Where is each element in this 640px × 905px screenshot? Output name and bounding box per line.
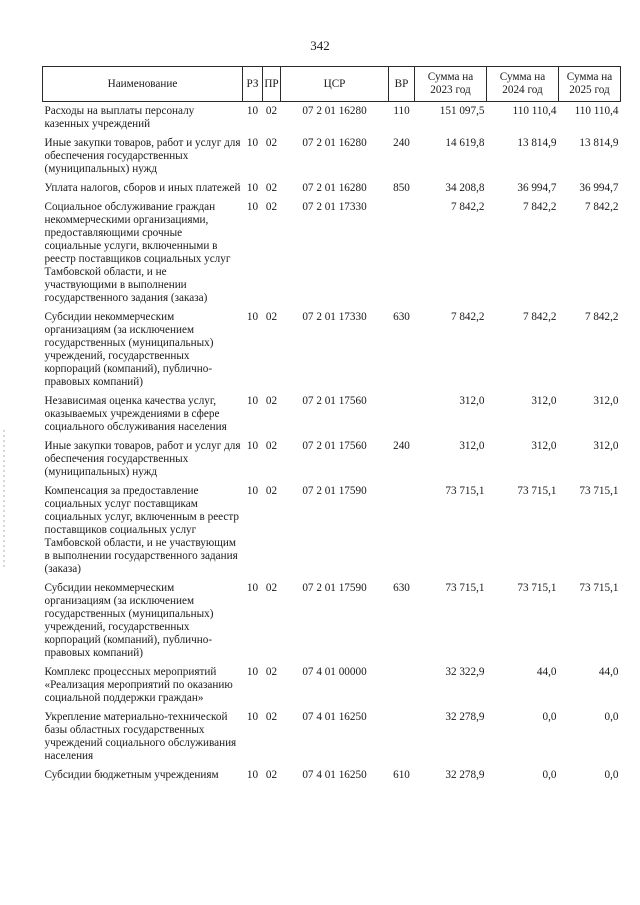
table-row	[43, 579, 621, 663]
cell-name: Независимая оценка качества услуг, оказываемых учреждениями в сфере социального обслуживания населения	[44, 395, 227, 433]
cell-vr	[389, 708, 415, 766]
cell-sum-2025: 7 842,2	[584, 311, 619, 323]
cell-sum-2025: 73 715,1	[579, 485, 619, 497]
header-sum-2024: Сумма на 2024 год	[487, 67, 559, 102]
cell-sum-2023: 7 842,2	[450, 311, 485, 323]
cell-name: Иные закупки товаров, работ и услуг для обеспечения государственных (муниципальных) нужд	[44, 440, 241, 478]
page-number: 342	[310, 38, 330, 53]
cell-rz: 10	[246, 666, 259, 678]
cell-name: Иные закупки товаров, работ и услуг для обеспечения государственных (муниципальных) нужд	[44, 137, 241, 175]
cell-sum-2024: 0,0	[542, 769, 557, 781]
cell-sum-2024: 7 842,2	[522, 201, 557, 213]
cell-sum-2023: 151 097,5	[439, 105, 485, 117]
header-name: Наименование	[43, 67, 243, 102]
cell-sum-2024: 110 110,4	[512, 105, 557, 117]
cell-vr: 850	[393, 182, 410, 194]
cell-csr: 07 2 01 17560	[302, 440, 367, 452]
cell-sum-2024: 73 715,1	[517, 582, 557, 594]
header-pr: ПР	[263, 67, 281, 102]
cell-csr: 07 2 01 17560	[302, 395, 367, 407]
cell-csr: 07 2 01 17590	[302, 485, 367, 497]
cell-rz: 10	[246, 711, 259, 723]
cell-rz: 10	[246, 582, 259, 594]
table-body	[43, 102, 621, 786]
cell-csr: 07 2 01 16280	[302, 182, 367, 194]
cell-rz: 10	[246, 440, 259, 452]
cell-csr: 07 2 01 16280	[302, 105, 367, 117]
cell-pr: 02	[265, 485, 278, 497]
cell-pr: 02	[265, 769, 278, 781]
cell-rz: 10	[246, 105, 259, 117]
header-csr: ЦСР	[281, 67, 389, 102]
cell-rz: 10	[246, 201, 259, 213]
cell-rz: 10	[246, 137, 259, 149]
table-header	[43, 67, 621, 102]
cell-csr: 07 2 01 17330	[302, 201, 367, 213]
budget-table	[42, 66, 621, 785]
cell-sum-2023: 7 842,2	[450, 201, 485, 213]
cell-sum-2023: 312,0	[459, 440, 485, 452]
table-row	[43, 198, 621, 308]
cell-name: Расходы на выплаты персоналу казенных учреждений	[44, 105, 195, 130]
cell-name: Комплекс процессных мероприятий «Реализация мероприятий по оказанию социальной поддержки граждан»	[44, 666, 233, 704]
cell-name: Социальное обслуживание граждан некоммерческими организациями, предоставляющими срочные социальные услуги, включенными в реестр поставщиков социальных услуг Тамбовской области, и не участвующими в выполнении государственного задания (заказа)	[44, 201, 231, 304]
header-sum-2023: Сумма на 2023 год	[415, 67, 487, 102]
cell-pr: 02	[265, 201, 278, 213]
cell-sum-2025: 0,0	[604, 769, 619, 781]
cell-sum-2024: 312,0	[531, 395, 557, 407]
table-row	[43, 392, 621, 437]
cell-name: Субсидии некоммерческим организациям (за исключением государственных (муниципальных) учреждений, государственных корпораций (компаний), публично-правовых компаний)	[44, 582, 214, 659]
cell-pr: 02	[265, 666, 278, 678]
cell-sum-2025: 110 110,4	[574, 105, 619, 117]
cell-sum-2024: 73 715,1	[517, 485, 557, 497]
cell-csr: 07 2 01 17330	[302, 311, 367, 323]
cell-name: Компенсация за предоставление социальных услуг поставщикам социальных услуг, включенным в реестр поставщиков социальных услуг Тамбовской области, и не участвующим в выполнении государственного задания (заказа)	[44, 485, 239, 575]
cell-vr: 110	[393, 105, 410, 117]
cell-pr: 02	[265, 311, 278, 323]
cell-sum-2023: 312,0	[459, 395, 485, 407]
cell-csr: 07 2 01 16280	[302, 137, 367, 149]
cell-pr: 02	[265, 105, 278, 117]
cell-vr: 610	[393, 769, 410, 781]
cell-vr	[389, 482, 415, 579]
cell-vr: 240	[393, 137, 410, 149]
cell-name: Укрепление материально-технической базы областных государственных учреждений социального обслуживания населения	[44, 711, 237, 762]
cell-name: Субсидии бюджетным учреждениям	[44, 769, 219, 781]
cell-vr: 630	[393, 582, 410, 594]
cell-sum-2025: 312,0	[593, 395, 619, 407]
table-row	[43, 102, 621, 135]
cell-csr: 07 4 01 16250	[302, 769, 367, 781]
cell-name: Субсидии некоммерческим организациям (за исключением государственных (муниципальных) учреждений, государственных корпораций (компаний), публично-правовых компаний)	[44, 311, 214, 388]
cell-pr: 02	[265, 440, 278, 452]
table-row	[43, 134, 621, 179]
table-row	[43, 179, 621, 198]
cell-sum-2025: 73 715,1	[579, 582, 619, 594]
cell-sum-2024: 36 994,7	[517, 182, 557, 194]
cell-sum-2025: 13 814,9	[579, 137, 619, 149]
cell-sum-2023: 32 322,9	[445, 666, 485, 678]
cell-sum-2024: 44,0	[536, 666, 557, 678]
cell-csr: 07 2 01 17590	[302, 582, 367, 594]
cell-vr	[389, 198, 415, 308]
cell-sum-2024: 13 814,9	[517, 137, 557, 149]
cell-sum-2025: 7 842,2	[584, 201, 619, 213]
scan-artifact	[3, 430, 5, 570]
cell-sum-2025: 36 994,7	[579, 182, 619, 194]
cell-sum-2023: 32 278,9	[445, 711, 485, 723]
cell-pr: 02	[265, 711, 278, 723]
cell-rz: 10	[246, 769, 259, 781]
cell-vr	[389, 392, 415, 437]
cell-sum-2024: 0,0	[542, 711, 557, 723]
cell-sum-2023: 34 208,8	[445, 182, 485, 194]
cell-csr: 07 4 01 00000	[302, 666, 367, 678]
cell-sum-2025: 312,0	[593, 440, 619, 452]
cell-sum-2024: 7 842,2	[522, 311, 557, 323]
cell-pr: 02	[265, 137, 278, 149]
cell-sum-2025: 0,0	[604, 711, 619, 723]
cell-sum-2024: 312,0	[531, 440, 557, 452]
header-sum-2025: Сумма на 2025 год	[559, 67, 621, 102]
table-row	[43, 708, 621, 766]
cell-name: Уплата налогов, сборов и иных платежей	[44, 182, 241, 194]
cell-rz: 10	[246, 311, 259, 323]
cell-csr: 07 4 01 16250	[302, 711, 367, 723]
cell-rz: 10	[246, 395, 259, 407]
cell-pr: 02	[265, 182, 278, 194]
table-row	[43, 663, 621, 708]
cell-rz: 10	[246, 182, 259, 194]
cell-sum-2023: 73 715,1	[445, 485, 485, 497]
table-row	[43, 766, 621, 785]
cell-sum-2023: 32 278,9	[445, 769, 485, 781]
cell-sum-2025: 44,0	[598, 666, 619, 678]
cell-vr: 630	[393, 311, 410, 323]
cell-rz: 10	[246, 485, 259, 497]
cell-vr: 240	[393, 440, 410, 452]
cell-sum-2023: 14 619,8	[445, 137, 485, 149]
cell-pr: 02	[265, 582, 278, 594]
cell-pr: 02	[265, 395, 278, 407]
table-row	[43, 482, 621, 579]
cell-vr	[389, 663, 415, 708]
header-vr: ВР	[389, 67, 415, 102]
table-row	[43, 308, 621, 392]
header-rz: РЗ	[243, 67, 263, 102]
cell-sum-2023: 73 715,1	[445, 582, 485, 594]
table-row	[43, 437, 621, 482]
